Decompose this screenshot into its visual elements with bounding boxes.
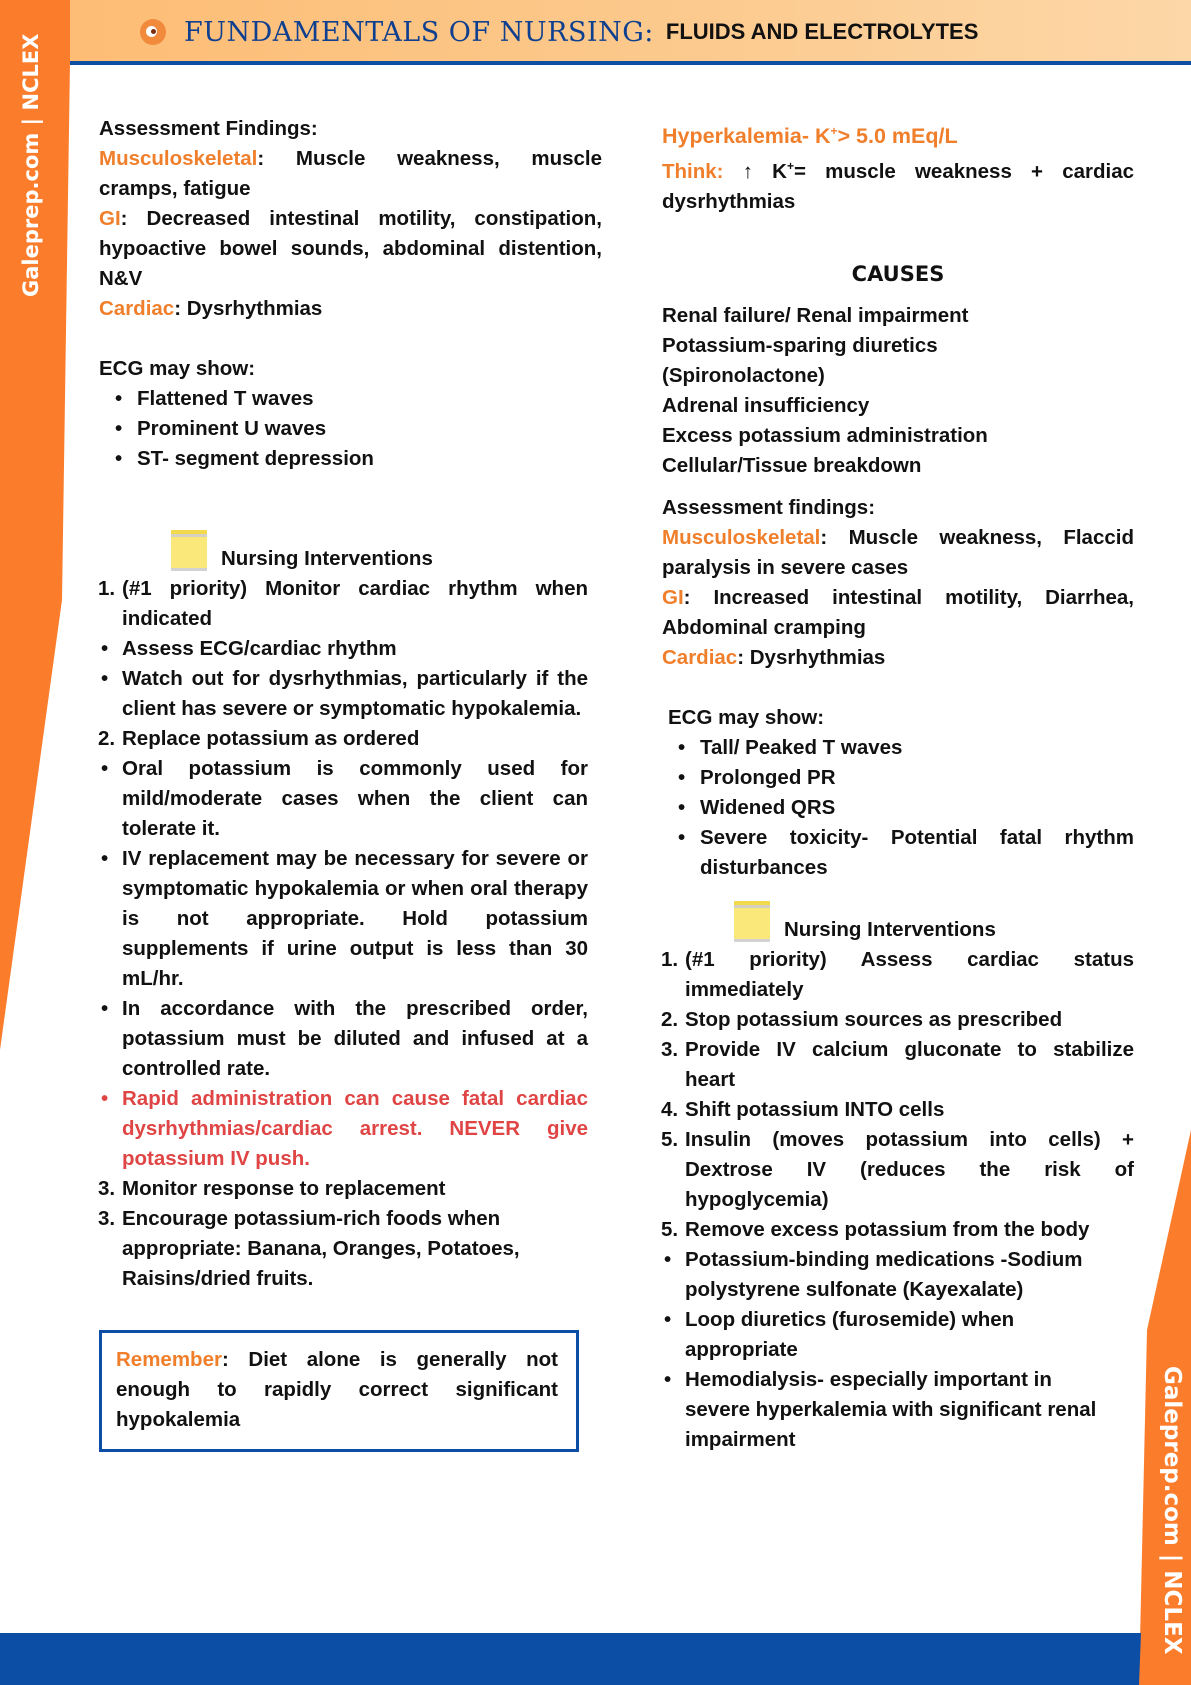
interventions-title: Nursing Interventions	[784, 917, 996, 941]
list-item: • Flattened T waves	[99, 384, 602, 414]
finding-gi: GI: Decreased intestinal motility, constipation, hypoactive bowel sounds, abdominal distention, N&V	[99, 207, 602, 290]
bullet-group	[99, 754, 588, 1174]
ecg-list	[662, 733, 1134, 883]
bullet-group	[99, 634, 588, 724]
list-item: • Tall/ Peaked T waves	[662, 733, 1134, 763]
list-item: 1. (#1 priority) Monitor cardiac rhythm when indicated	[98, 577, 588, 630]
list-item: • Prolonged PR	[662, 763, 1134, 793]
list-item: 4. Shift potassium INTO cells	[661, 1097, 945, 1121]
page-title	[140, 14, 978, 50]
list-item: Renal failure/ Renal impairment	[662, 303, 969, 327]
list-item: • Oral potassium is commonly used for mild/moderate cases when the client can tolerate it.	[99, 754, 588, 844]
interventions-list	[662, 945, 1134, 1455]
causes-list	[662, 301, 1134, 481]
remember-label: Remember	[116, 1348, 222, 1371]
causes-heading: CAUSES	[851, 261, 945, 286]
list-item: 5. Insulin (moves potassium into cells) + Dextrose IV (reduces the risk of hypoglycemia)	[661, 1127, 1134, 1211]
list-item: • Severe toxicity- Potential fatal rhythm disturbances	[662, 823, 1134, 883]
sticky-note-icon	[734, 901, 770, 939]
list-item: • IV replacement may be necessary for severe or symptomatic hypokalemia or when oral therapy is not appropriate. Hold potassium supplements if urine output is less than 30 mL/hr.	[99, 844, 588, 994]
assessment-title: Assessment Findings:	[99, 117, 318, 140]
list-item: 1. (#1 priority) Assess cardiac status immediately	[661, 947, 1134, 1001]
assessment-title: Assessment findings:	[662, 495, 876, 519]
list-item: 5. Remove excess potassium from the body	[661, 1217, 1090, 1241]
ecg-list	[99, 384, 602, 474]
finding-cardiac: Cardiac: Dysrhythmias	[99, 297, 323, 320]
title-main: FUNDAMENTALS OF NURSING:	[184, 16, 654, 48]
interventions-heading	[662, 905, 1134, 945]
up-arrow-icon: ↑	[742, 159, 753, 183]
list-item: Cellular/Tissue breakdown	[662, 453, 922, 477]
interventions-list	[99, 574, 588, 1294]
interventions-heading	[99, 534, 602, 574]
sticky-note-icon	[171, 530, 207, 568]
list-item: 3. Encourage potassium-rich foods when appropriate: Banana, Oranges, Potatoes, Raisins/dried fruits.	[98, 1207, 520, 1290]
warning-list-item: • Rapid administration can cause fatal cardiac dysrhythmias/cardiac arrest. NEVER give potassium IV push.	[99, 1084, 588, 1174]
footer-band	[0, 1633, 1191, 1685]
finding-musculoskeletal: Musculoskeletal: Muscle weakness, Flaccid paralysis in severe cases	[662, 525, 1134, 579]
list-item: 2. Replace potassium as ordered	[98, 727, 420, 750]
list-item: 2. Stop potassium sources as prescribed	[661, 1007, 1063, 1031]
think-line: Think: ↑ K+= muscle weakness + cardiac dysrhythmias	[662, 159, 1135, 213]
list-item: Potassium-sparing diuretics (Spironolactone)	[662, 333, 938, 387]
list-item: • Assess ECG/cardiac rhythm	[99, 634, 588, 664]
hyperkalemia-title: Hyperkalemia- K+> 5.0 mEq/L	[662, 124, 958, 149]
list-item: • Loop diuretics (furosemide) when appropriate	[662, 1305, 1108, 1365]
finding-musculoskeletal: Musculoskeletal: Muscle weakness, muscle cramps, fatigue	[99, 147, 603, 200]
eye-logo-icon	[140, 19, 166, 45]
ecg-title: ECG may show:	[99, 357, 256, 380]
list-item: • Prominent U waves	[99, 414, 602, 444]
finding-cardiac: Cardiac: Dysrhythmias	[662, 645, 886, 669]
bullet-group	[662, 1245, 1108, 1455]
list-item: • In accordance with the prescribed order, potassium must be diluted and infused at a controlled rate.	[99, 994, 588, 1084]
interventions-title: Nursing Interventions	[221, 547, 433, 570]
right-column	[662, 116, 1134, 1455]
header-rule	[70, 61, 1191, 65]
list-item: • ST- segment depression	[99, 444, 602, 474]
title-sub: FLUIDS AND ELECTROLYTES	[665, 19, 979, 44]
list-item: • Hemodialysis- especially important in severe hyperkalemia with significant renal impairment	[662, 1365, 1108, 1455]
remember-text: Diet alone is generally not enough to rapidly correct significant hypokalemia	[116, 1348, 558, 1431]
list-item: • Widened QRS	[662, 793, 1134, 823]
list-item: • Watch out for dysrhythmias, particularly if the client has severe or symptomatic hypokalemia.	[99, 664, 588, 724]
brand-text-left: Galeprep.com | NCLEX	[19, 33, 43, 297]
list-item: Adrenal insufficiency	[662, 393, 870, 417]
remember-callout: Remember: Diet alone is generally not enough to rapidly correct significant hypokalemia	[99, 1330, 579, 1452]
brand-text-right: Galeprep.com | NCLEX	[1159, 1365, 1185, 1655]
left-column	[99, 114, 602, 1294]
ecg-title: ECG may show:	[668, 705, 825, 729]
finding-gi: GI: Increased intestinal motility, Diarrhea, Abdominal cramping	[662, 585, 1134, 639]
list-item: 3. Provide IV calcium gluconate to stabilize heart	[661, 1037, 1134, 1091]
list-item: Excess potassium administration	[662, 423, 988, 447]
list-item: 3. Monitor response to replacement	[98, 1177, 446, 1200]
list-item: • Potassium-binding medications -Sodium polystyrene sulfonate (Kayexalate)	[662, 1245, 1108, 1305]
